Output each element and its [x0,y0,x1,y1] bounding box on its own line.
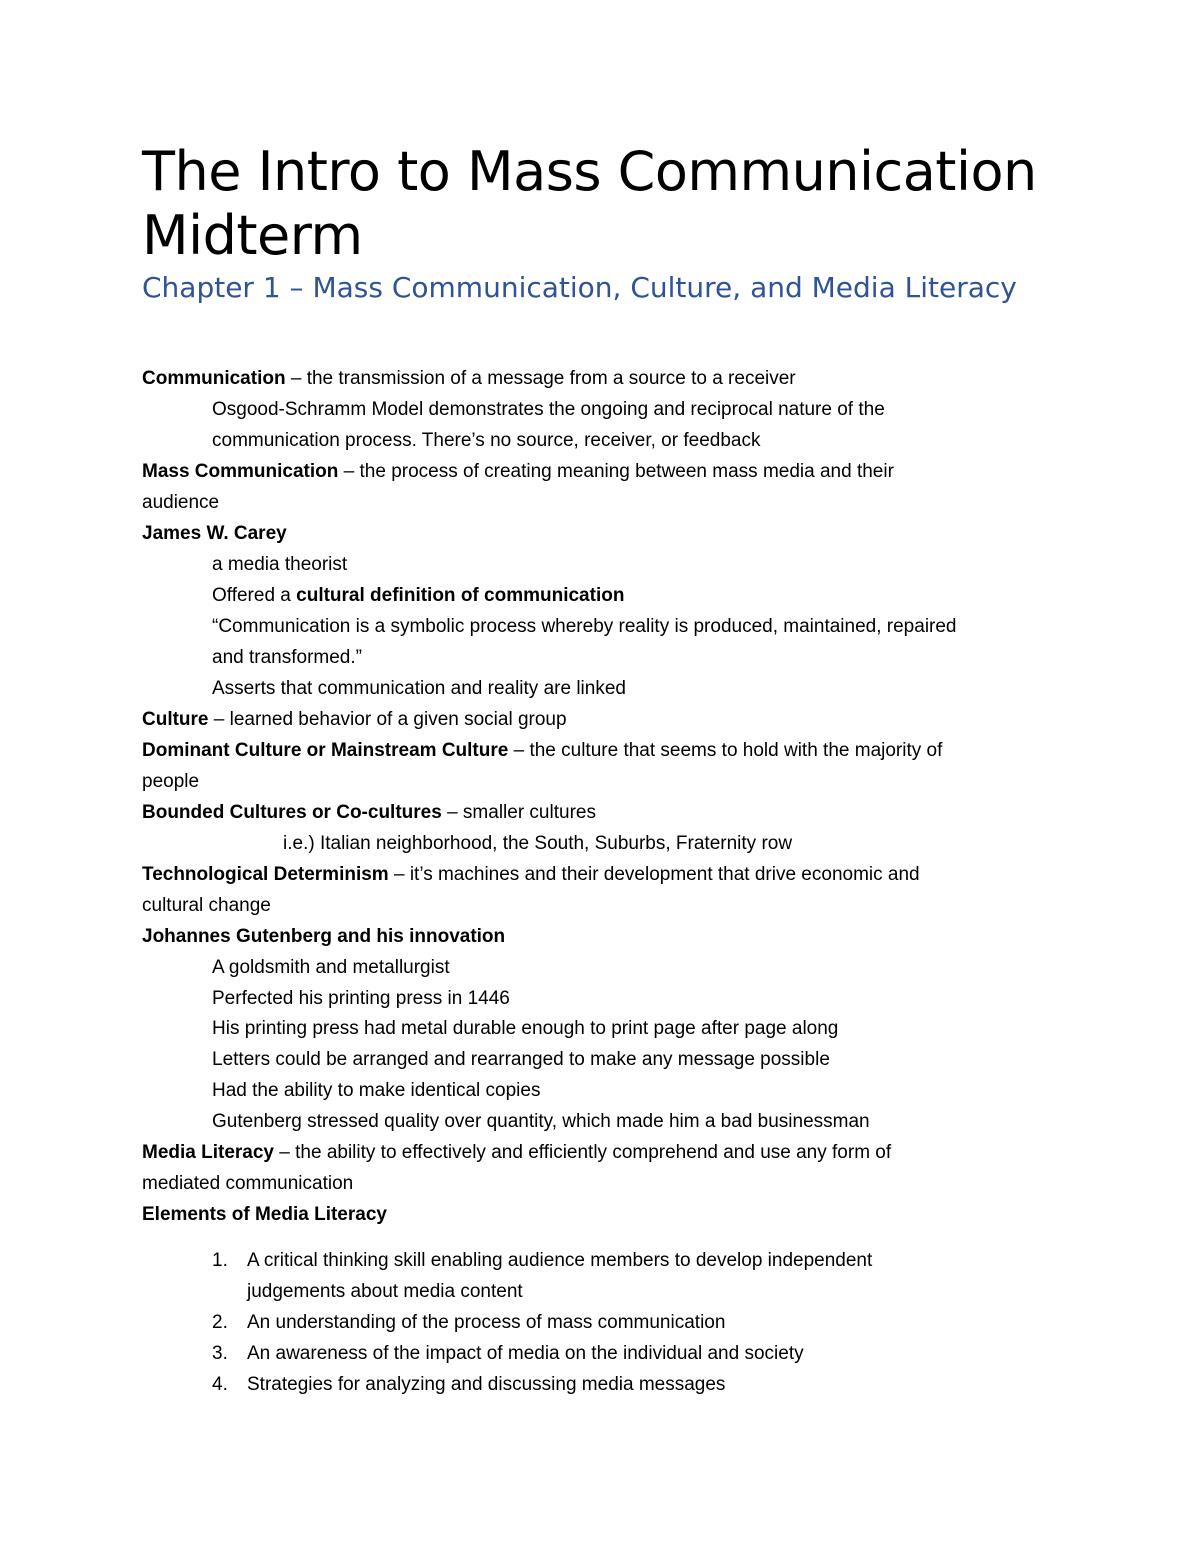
definition-text: the culture that seems to hold with the majority of [529,740,943,761]
list-item-text: Strategies for analyzing and discussing media messages [247,1374,726,1395]
definition-text: it’s machines and their development that drive economic and [409,864,920,885]
gutenberg-item: Had the ability to make identical copies [212,1080,541,1101]
chapter-heading: Chapter 1 – Mass Communication, Culture, and Media Literacy [142,271,1017,304]
definition-dominant-culture [142,735,942,766]
term-media-literacy: Media Literacy [142,1142,274,1163]
definition-text: the process of creating meaning between mass media and their [359,461,894,482]
carey-quote-line2: and transformed.” [212,647,362,668]
bounded-cultures-example: i.e.) Italian neighborhood, the South, Suburbs, Fraternity row [283,833,793,854]
dash: – [508,740,530,761]
definition-technological-determinism-line2: cultural change [142,895,271,916]
list-item-text-continued: judgements about media content [247,1281,523,1302]
list-item-text: An understanding of the process of mass communication [247,1312,726,1333]
dash: – [274,1142,296,1163]
carey-quote-line1: “Communication is a symbolic process whereby reality is produced, maintained, repaired [212,616,957,637]
gutenberg-item: Letters could be arranged and rearranged to make any message possible [212,1049,830,1070]
term-dominant-culture: Dominant Culture or Mainstream Culture [142,740,509,761]
list-number: 2. [212,1312,228,1333]
definition-bounded-cultures [142,797,596,828]
list-number: 3. [212,1343,228,1364]
carey-item-2-bold: cultural definition of communication [296,585,625,606]
definition-media-literacy-line2: mediated communication [142,1173,354,1194]
definition-mass-communication-line2: audience [142,492,220,513]
carey-item-2 [212,580,624,611]
heading-james-carey: James W. Carey [142,523,287,544]
dash: – [338,461,360,482]
dash: – [441,802,463,823]
list-number: 1. [212,1250,228,1271]
gutenberg-item: His printing press had metal durable enough to print page after page along [212,1018,839,1039]
carey-item-4: Asserts that communication and reality are linked [212,678,626,699]
definition-text: smaller cultures [462,802,596,823]
definition-mass-communication [142,456,894,487]
definition-text: the transmission of a message from a source to a receiver [306,368,796,389]
definition-communication [142,363,796,394]
definition-dominant-culture-line2: people [142,771,200,792]
carey-item-2-prefix: Offered a [212,585,297,606]
note-osgood-line1: Osgood-Schramm Model demonstrates the ongoing and reciprocal nature of the [212,399,885,420]
document-title: The Intro to Mass Communication Midterm [142,140,1037,267]
definition-culture [142,704,567,735]
definition-text: the ability to effectively and efficiently comprehend and use any form of [295,1142,892,1163]
list-item-text: An awareness of the impact of media on the individual and society [247,1343,804,1364]
term-mass-communication: Mass Communication [142,461,339,482]
list-number: 4. [212,1374,228,1395]
carey-item-1: a media theorist [212,554,348,575]
term-bounded-cultures: Bounded Cultures or Co-cultures [142,802,442,823]
definition-media-literacy [142,1137,891,1168]
term-technological-determinism: Technological Determinism [142,864,389,885]
heading-gutenberg: Johannes Gutenberg and his innovation [142,926,506,947]
definition-text: learned behavior of a given social group [229,709,567,730]
note-osgood-line2: communication process. There’s no source, receiver, or feedback [212,430,761,451]
gutenberg-item: A goldsmith and metallurgist [212,957,450,978]
heading-elements-media-literacy: Elements of Media Literacy [142,1204,387,1225]
gutenberg-item: Perfected his printing press in 1446 [212,988,510,1009]
dash: – [208,709,230,730]
list-item-text: A critical thinking skill enabling audience members to develop independent [247,1250,873,1271]
dash: – [285,368,307,389]
dash: – [388,864,410,885]
definition-technological-determinism [142,859,920,890]
gutenberg-item: Gutenberg stressed quality over quantity, which made him a bad businessman [212,1111,870,1132]
term-communication: Communication [142,368,286,389]
term-culture: Culture [142,709,209,730]
